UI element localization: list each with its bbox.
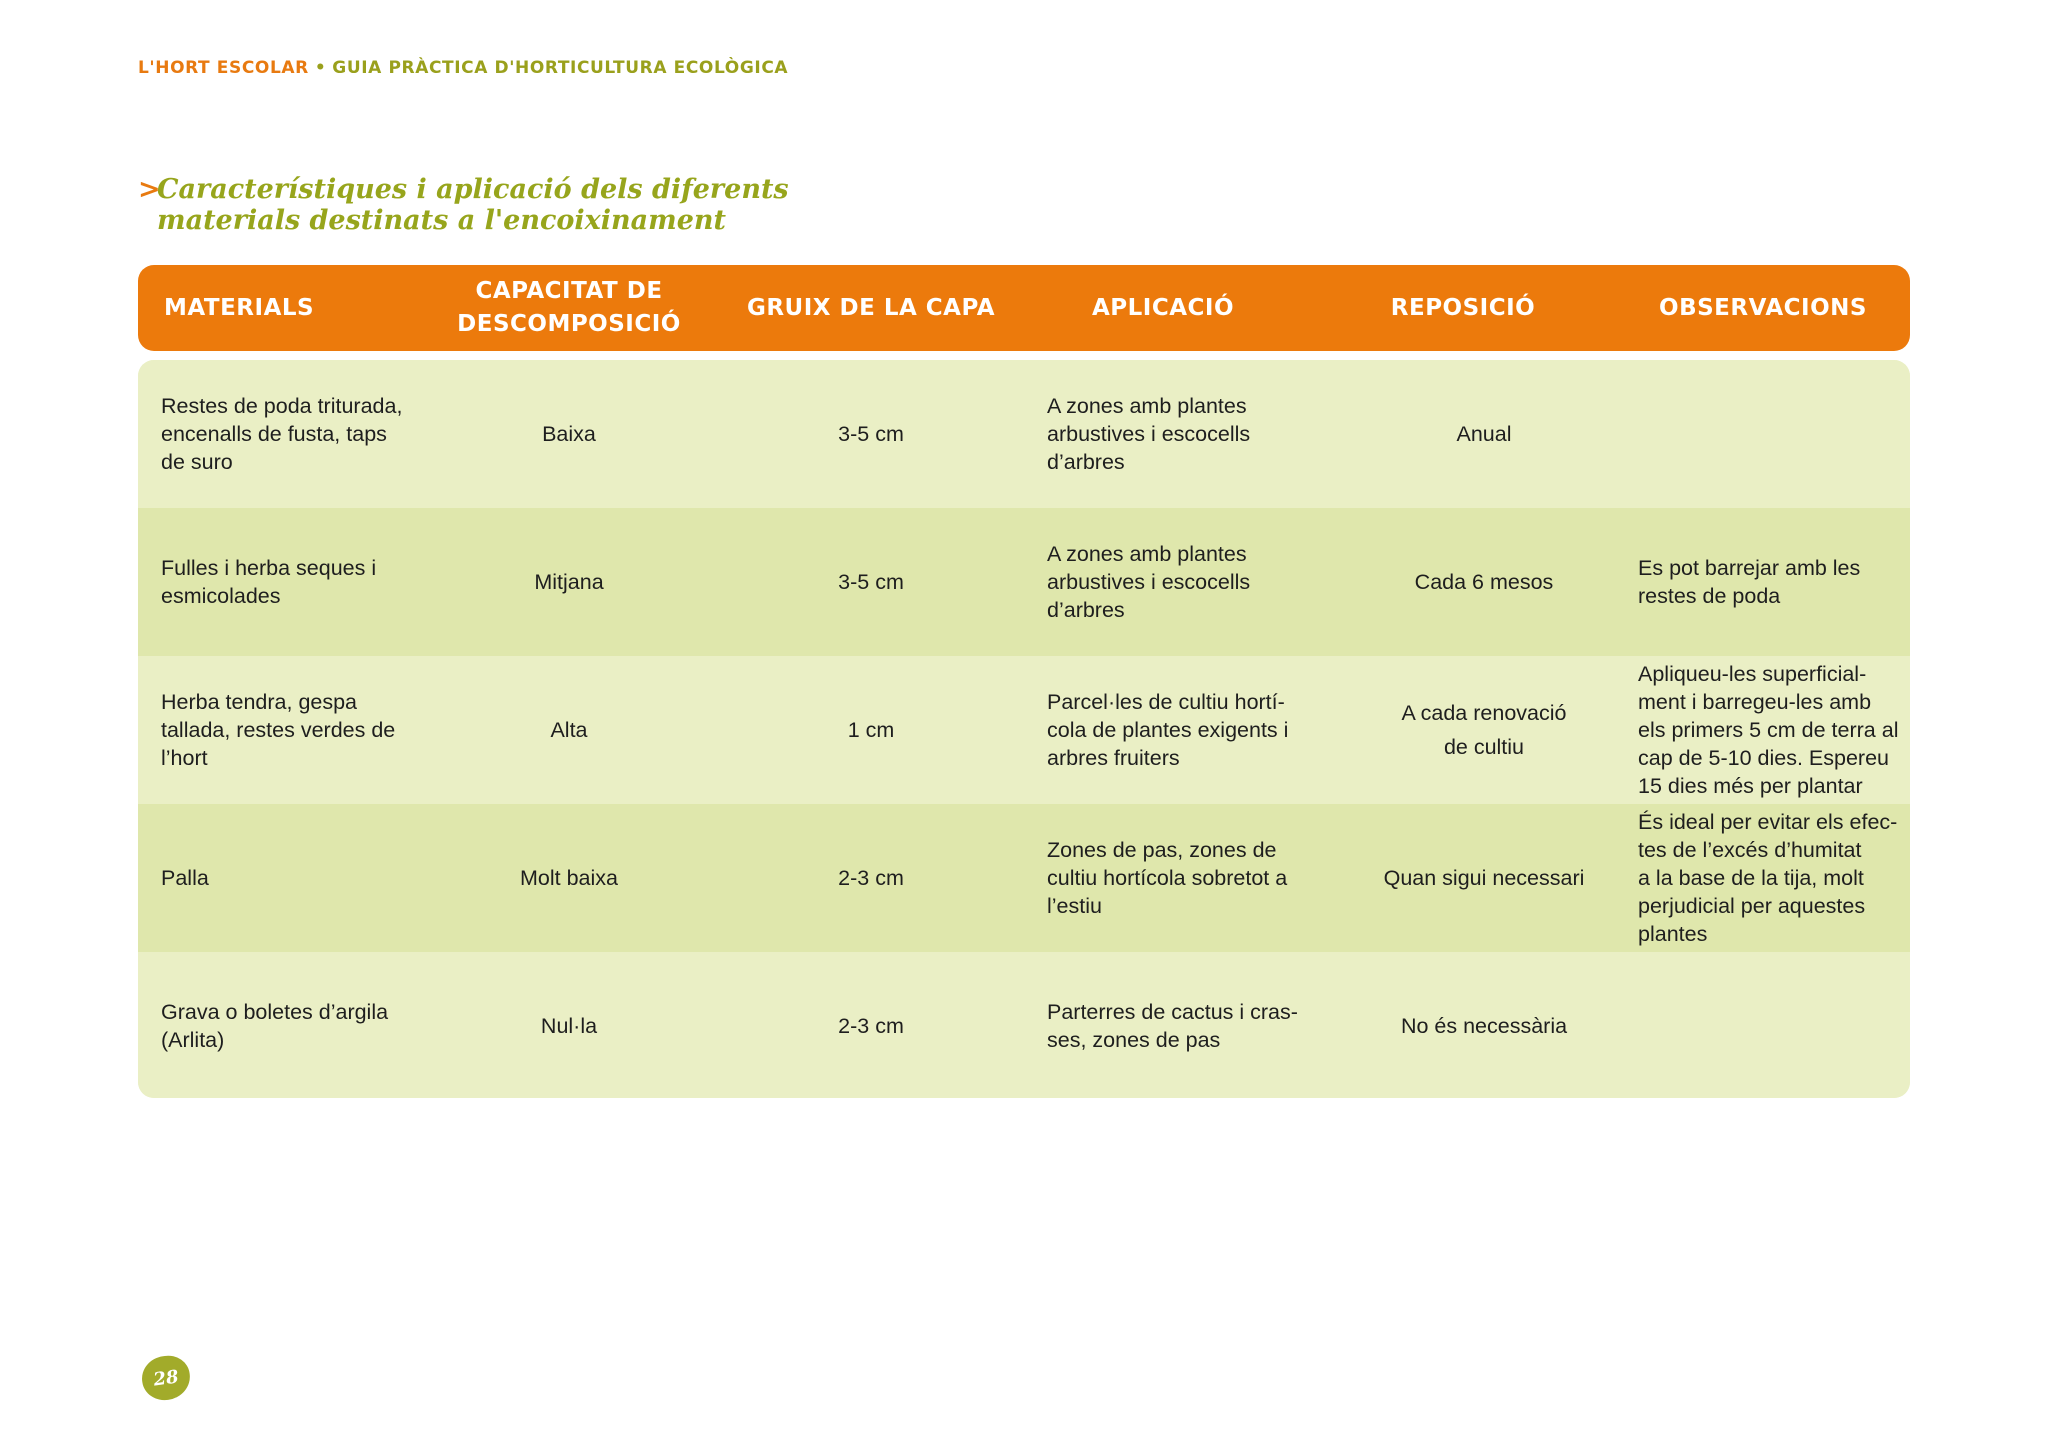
cell-capacitat: Alta	[550, 718, 588, 742]
running-head	[138, 58, 788, 78]
running-head-book-title: L'HORT ESCOLAR	[138, 58, 309, 78]
cell-aplicacio: A zones amb plantes arbustives i escocells d’arbres	[1047, 394, 1251, 474]
cell-aplicacio: Parcel·les de cultiu hortí- cola de plantes exigents i arbres fruiters	[1047, 690, 1289, 770]
cell-material: Restes de poda triturada, encenalls de fusta, taps de suro	[161, 394, 403, 474]
cell-gruix: 1 cm	[847, 718, 895, 742]
cell-gruix: 3-5 cm	[838, 422, 904, 446]
cell-gruix: 2-3 cm	[838, 866, 904, 890]
page-number: 28	[152, 1365, 180, 1391]
cell-observacions: Apliqueu-les superficial- ment i barregeu-les amb els primers 5 cm de terra al cap de 5-10 dies. Espereu 15 dies més per plantar	[1638, 662, 1899, 798]
header-observacions: OBSERVACIONS	[1659, 294, 1867, 321]
cell-aplicacio: Zones de pas, zones de cultiu hortícola sobretot a l’estiu	[1047, 838, 1288, 918]
table-body	[138, 360, 1910, 1098]
table-row	[138, 656, 1910, 804]
section-title	[138, 174, 838, 236]
table-row	[138, 360, 1910, 508]
cell-capacitat: Mitjana	[534, 570, 604, 594]
section-title-marker: >	[138, 174, 161, 205]
cell-reposicio: Cada 6 mesos	[1414, 570, 1554, 594]
table-row	[138, 508, 1910, 656]
cell-reposicio: Quan sigui necessari	[1383, 866, 1585, 890]
table-row	[138, 952, 1910, 1098]
header-aplicacio: APLICACIÓ	[1091, 294, 1235, 321]
cell-observacions: És ideal per evitar els efec- tes de l’excés d’humitat a la base de la tija, molt perjudicial per aquestes plantes	[1638, 810, 1898, 946]
table-header	[138, 265, 1910, 351]
cell-gruix: 3-5 cm	[838, 570, 904, 594]
section-title-line-2: materials destinats a l'encoixinament	[157, 205, 726, 236]
cell-material: Herba tendra, gespa tallada, restes verdes de l’hort	[161, 690, 396, 770]
running-head-separator: •	[314, 58, 327, 78]
cell-observacions	[1638, 952, 1910, 1098]
cell-reposicio: No és necessària	[1400, 1014, 1568, 1038]
cell-reposicio: Anual	[1456, 422, 1512, 446]
cell-material: Palla	[161, 866, 209, 890]
header-capacitat: CAPACITAT DE DESCOMPOSICIÓ	[457, 278, 681, 337]
section-title-line-1: Característiques i aplicació dels diferents	[157, 174, 789, 205]
cell-capacitat: Molt baixa	[520, 866, 618, 890]
header-materials: MATERIALS	[164, 294, 315, 321]
cell-observacions: Es pot barrejar amb les restes de poda	[1638, 556, 1861, 608]
cell-observacions	[1638, 360, 1910, 508]
page-number-badge	[139, 1353, 193, 1403]
cell-aplicacio: Parterres de cactus i cras- ses, zones de pas	[1047, 1000, 1298, 1052]
cell-aplicacio: A zones amb plantes arbustives i escocells d’arbres	[1047, 542, 1251, 622]
cell-capacitat: Baixa	[542, 422, 596, 446]
running-head-subtitle: GUIA PRÀCTICA D'HORTICULTURA ECOLÒGICA	[332, 58, 789, 78]
header-gruix: GRUIX DE LA CAPA	[746, 294, 996, 321]
cell-material: Grava o boletes d’argila (Arlita)	[161, 1000, 389, 1052]
cell-capacitat: Nul·la	[540, 1014, 598, 1038]
cell-gruix: 2-3 cm	[838, 1014, 904, 1038]
cell-material: Fulles i herba seques i esmicolades	[161, 556, 377, 608]
table-row	[138, 804, 1910, 952]
header-reposicio: REPOSICIÓ	[1390, 294, 1536, 321]
cell-reposicio: A cada renovació de cultiu	[1401, 701, 1567, 759]
